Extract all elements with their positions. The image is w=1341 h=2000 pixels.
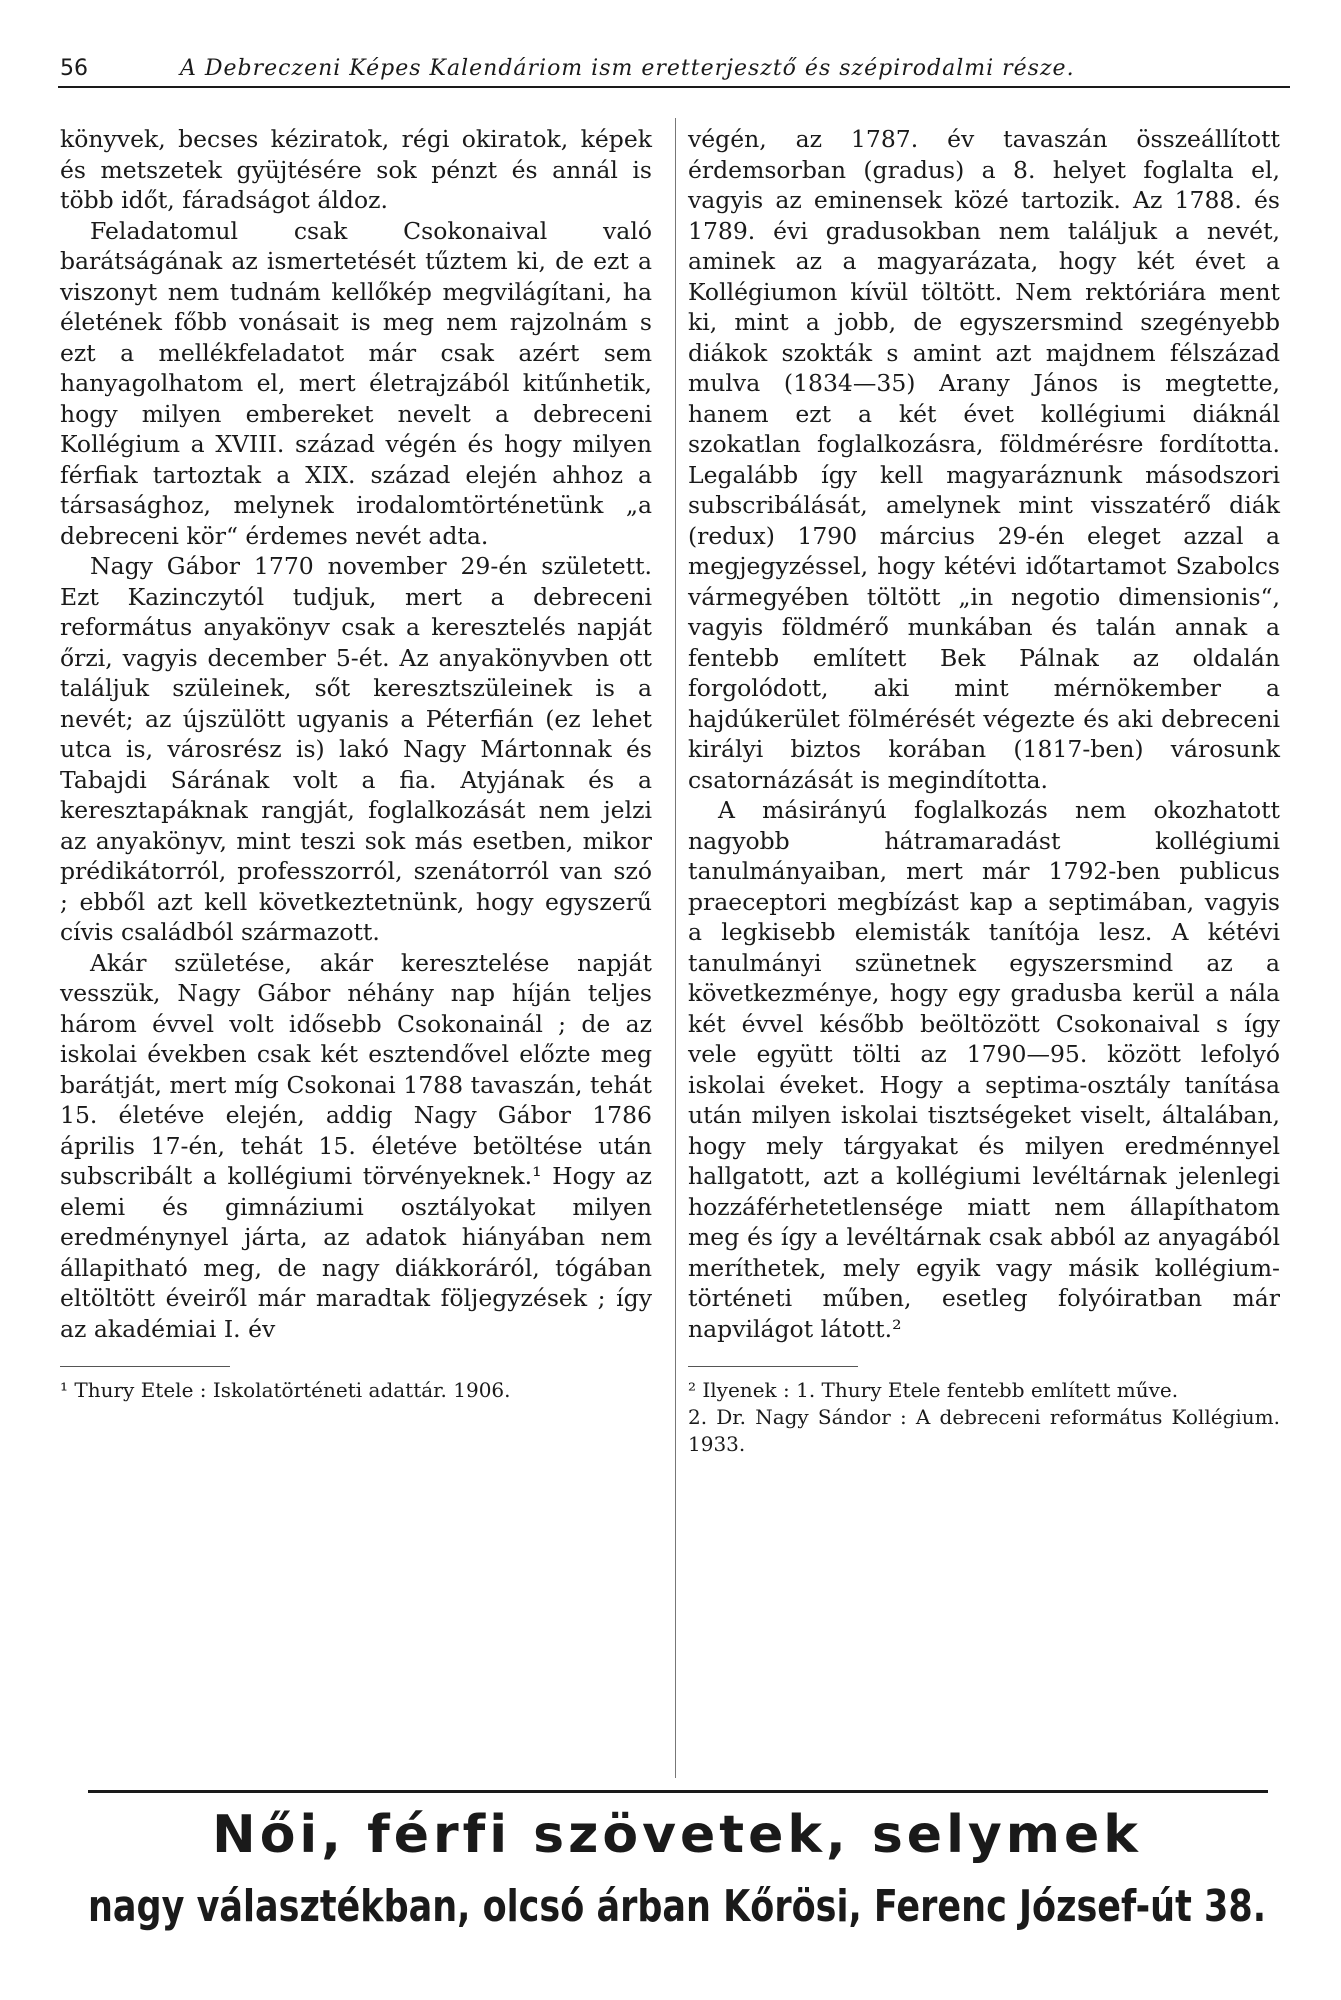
advertisement-rule: [88, 1790, 1268, 1793]
paragraph: Akár születése, akár keresztelése napját vesszük, Nagy Gábor néhány nap híján teljes három évvel volt idősebb Csokonainál ; de az iskolai években csak két esztendővel előzte meg barátját, mert míg Csokonai 1788 tavaszán, tehát 15. életéve elején, addig Nagy Gábor 1786 április 17-én, tehát 15. életéve betöltése után subscribált a kollégiumi törvényeknek.¹ Hogy az elemi és gimnáziumi osztályokat milyen eredménynyel járta, az adatok hiányában nem állapitható meg, de nagy diákkoráról, tógában eltöltött éveiről már maradtak följegyzések ; így az akadémiai I. év: [60, 948, 652, 1343]
left-column: [60, 124, 652, 1404]
paragraph: A másirányú foglalkozás nem okozhatott nagyobb hátramaradást kollégiumi tanulmányaiban, mert már 1792-ben publicus praeceptori megbízást kap a septimában, vagyis a legkisebb elemisták tanítója lesz. A kétévi tanulmányi szünetnek egyszersmind az a következménye, hogy egy gradusba kerül a nála két évvel később beöltözött Csokonaival s így vele együtt tölti az 1790—95. között lefolyó iskolai éveket. Hogy a septima-osztály tanítása után milyen iskolai tisztségeket viselt, általában, hogy mely tárgyakat és milyen eredménnyel hallgatott, azt a kollégiumi levéltárnak jelenlegi hozzáférhetetlensége miatt nem állapíthatom meg és így a levéltárnak csak abból az anyagából meríthetek, mely egyik vagy másik kollégium-történeti műben, esetleg folyóiratban már napvilágot látott.²: [688, 796, 1280, 1343]
column-divider: [675, 118, 676, 1778]
footnote: ² Ilyenek : 1. Thury Etele fentebb említett műve.: [688, 1378, 1179, 1402]
footnote-rule: [688, 1366, 858, 1367]
running-title: A Debreczeni Képes Kalendáriom ism eretterjesztő és szépirodalmi része.: [180, 56, 1075, 81]
header-rule: [58, 86, 1290, 88]
page-header: [60, 56, 1290, 86]
paragraph: Feladatomul csak Csokonaival való barátságának az ismertetését tűztem ki, de ezt a viszonyt nem tudnám kellőkép megvilágítani, ha életének főbb vonásait is meg nem rajzolnám s ezt a mellékfeladatot már csak azért sem hanyagolhatom el, mert életrajzából kitűnhetik, hogy milyen embereket nevelt a debreceni Kollégium a XVIII. század végén és hogy milyen férfiak tartoztak a XIX. század elején ahhoz a társasághoz, melynek irodalomtörténetünk „a debreceni kör“ érdemes nevét adta.: [60, 216, 652, 550]
advertisement-subline: nagy választékban, olcsó árban Kőrösi, Ferenc József-út 38.: [87, 1882, 1266, 1932]
footnote-rule: [60, 1366, 230, 1367]
footnote: 2. Dr. Nagy Sándor : A debreceni református Kollégium. 1933.: [688, 1405, 1280, 1456]
paragraph: könyvek, becses kéziratok, régi okiratok, képek és metszetek gyüjtésére sok pénzt és annál is több időt, fáradságot áldoz.: [60, 125, 652, 214]
paragraph: Nagy Gábor 1770 november 29-én született. Ezt Kazinczytól tudjuk, mert a debreceni református anyakönyv csak a keresztelés napját őrzi, vagyis december 5-ét. Az anyakönyvben ott találjuk szüleinek, sőt keresztszüleinek is a nevét; az újszülött ugyanis a Péterfián (ez lehet utca is, városrész is) lakó Nagy Mártonnak és Tabajdi Sárának volt a fia. Atyjának és a keresztapáknak rangját, foglalkozását nem jelzi az anyakönyv, mint teszi sok más esetben, mikor prédikátorról, professzorról, szenátorról van szó ; ebből azt kell következtetnünk, hogy egyszerű cívis családból származott.: [60, 552, 652, 946]
page-number: 56: [60, 56, 88, 81]
right-column: [688, 124, 1280, 1458]
footnote: ¹ Thury Etele : Iskolatörténeti adattár. 1906.: [60, 1378, 511, 1402]
paragraph: végén, az 1787. év tavaszán összeállított érdemsorban (gradus) a 8. helyet foglalta el, vagyis az eminensek közé tartozik. Az 1788. és 1789. évi gradusokban nem találjuk a nevét, aminek az a magyarázata, hogy két évet a Kollégiumon kívül töltött. Nem rektóriára ment ki, mint a jobb, de egyszersmind szegényebb diákok szokták s amint azt majdnem félszázad mulva (1834—35) Arany János is megtette, hanem ezt a két évet kollégiumi diáknál szokatlan foglalkozásra, földmérésre fordította. Legalább így kell magyaráznunk másodszori subscribálását, amelynek mint visszatérő diák (redux) 1790 március 29-én eleget azzal a megjegyzéssel, hogy kétévi időtartamot Szabolcs vármegyében töltött „in negotio dimensionis“, vagyis földmérő munkában és talán annak a fentebb említett Bek Pálnak az oldalán forgolódott, aki mint mérnökember a hajdúkerület fölmérését végezte és aki debreceni királyi biztos korában (1817-ben) városunk csatornázását is megindította.: [688, 125, 1280, 794]
advertisement-headline: Női, férfi szövetek, selymek: [212, 1805, 1142, 1865]
